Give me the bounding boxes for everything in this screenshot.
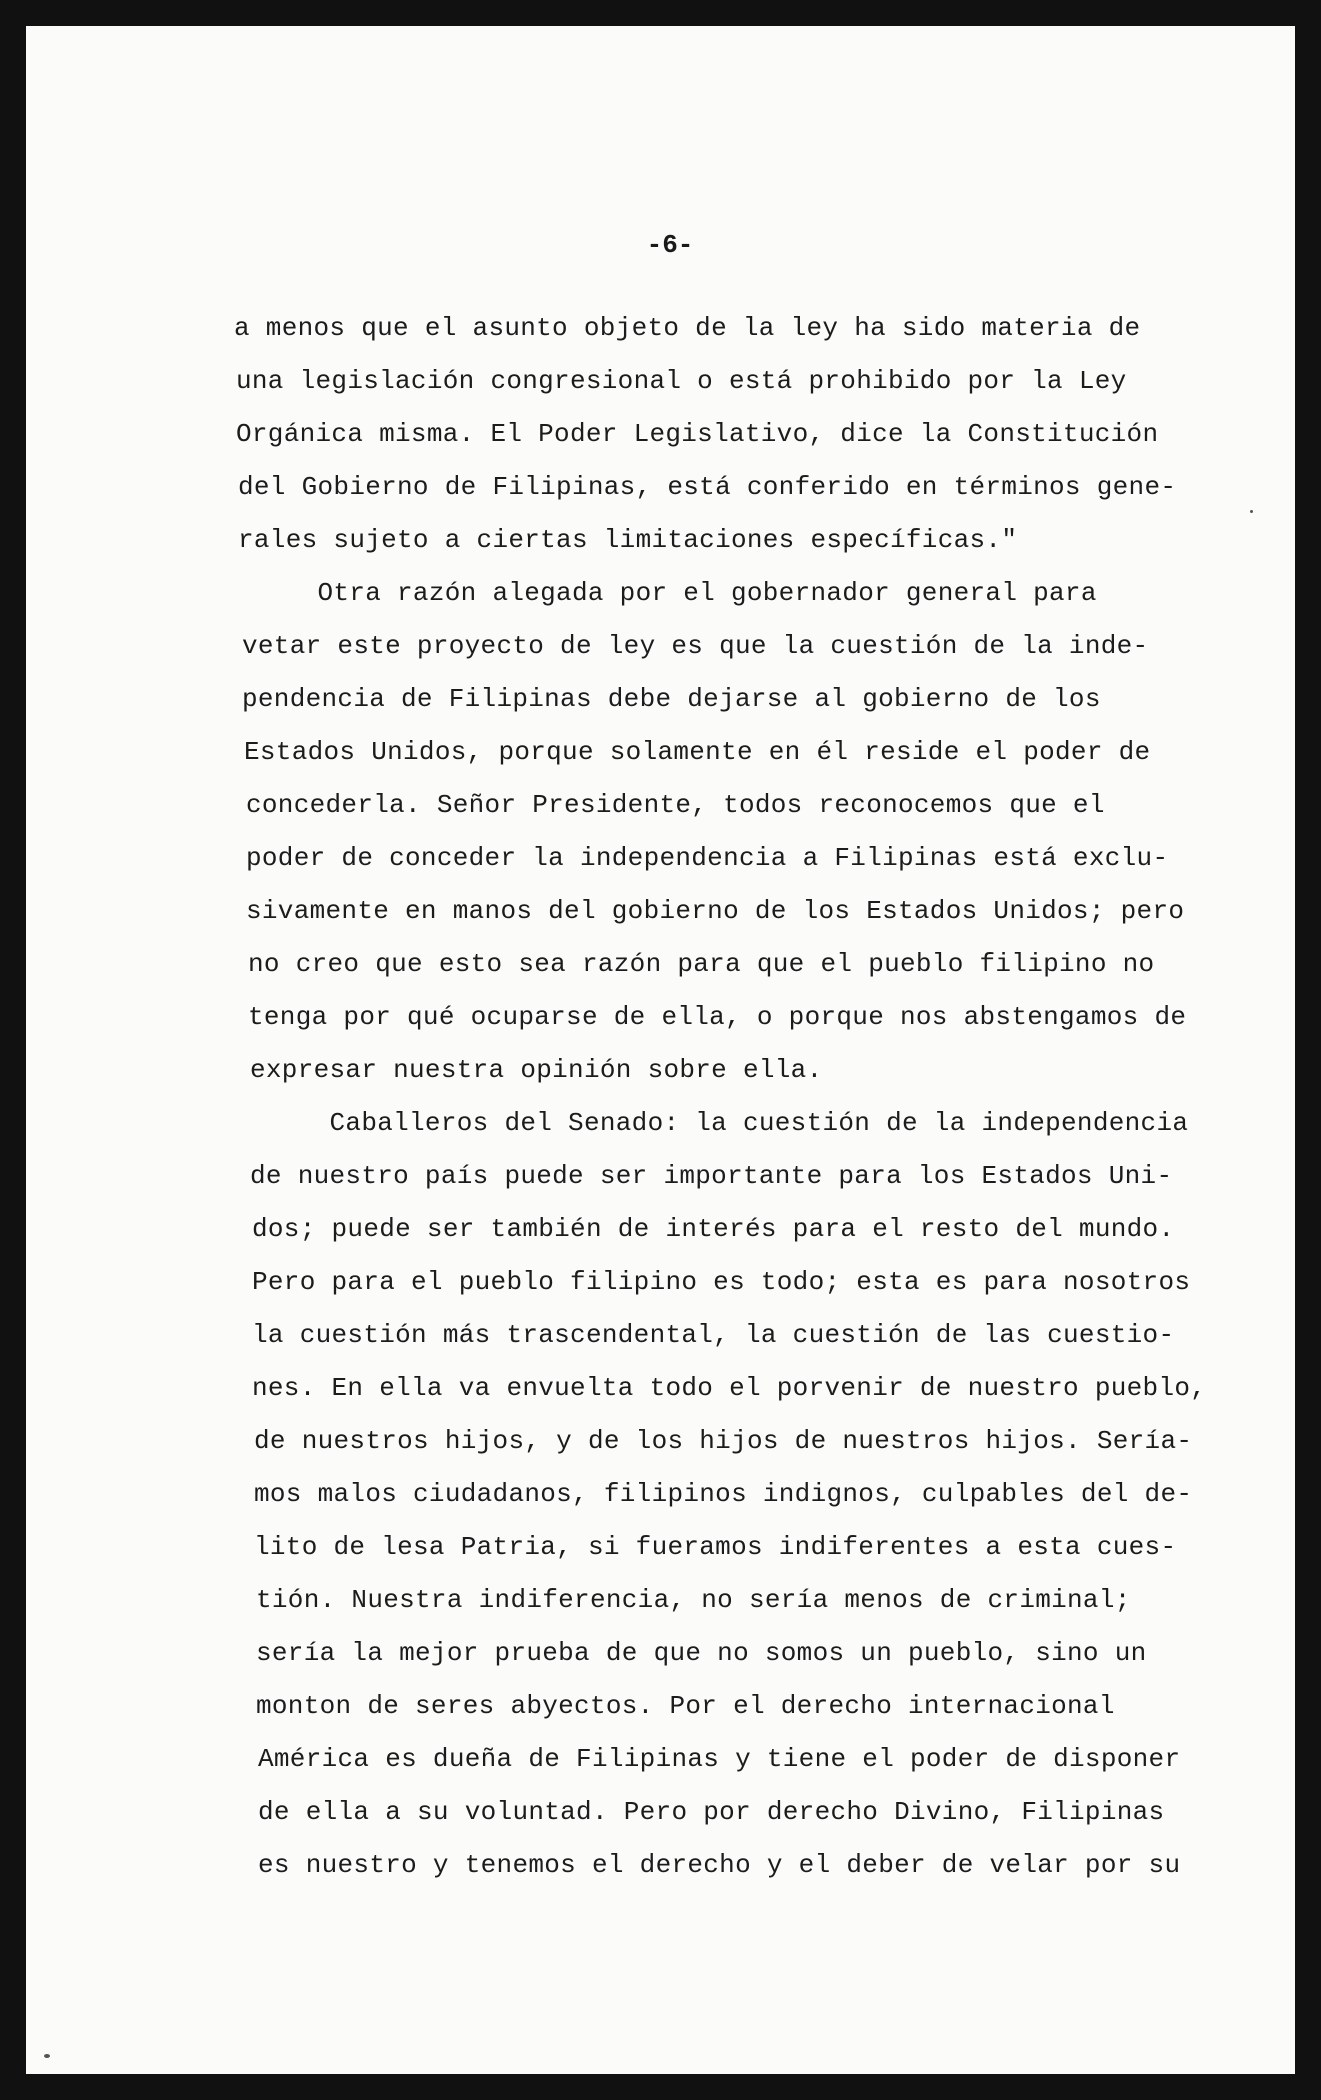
- text-line: tenga por qué ocuparse de ella, o porque nos abstengamos de: [248, 1002, 1187, 1032]
- text-line: lito de lesa Patria, si fueramos indiferentes a esta cues-: [254, 1532, 1177, 1562]
- text-line: Caballeros del Senado: la cuestión de la independencia: [250, 1108, 1189, 1138]
- text-line: nes. En ella va envuelta todo el porvenir de nuestro pueblo,: [252, 1373, 1207, 1403]
- page-number: -6-: [646, 230, 694, 260]
- text-line: de nuestros hijos, y de los hijos de nuestros hijos. Sería-: [254, 1426, 1193, 1456]
- text-line: expresar nuestra opinión sobre ella.: [250, 1055, 823, 1085]
- text-line: Otra razón alegada por el gobernador general para: [238, 578, 1097, 608]
- text-line: concederla. Señor Presidente, todos reconocemos que el: [246, 790, 1105, 820]
- text-line: mos malos ciudadanos, filipinos indignos, culpables del de-: [254, 1479, 1193, 1509]
- scan-speck: [44, 2054, 50, 2058]
- text-line: a menos que el asunto objeto de la ley ha sido materia de: [234, 313, 1141, 343]
- text-line: pendencia de Filipinas debe dejarse al gobierno de los: [242, 684, 1101, 714]
- text-line: la cuestión más trascendental, la cuestión de las cuestio-: [252, 1320, 1175, 1350]
- text-line: de nuestro país puede ser importante para los Estados Uni-: [250, 1161, 1173, 1191]
- text-line: sería la mejor prueba de que no somos un pueblo, sino un: [256, 1638, 1147, 1668]
- text-line: poder de conceder la independencia a Filipinas está exclu-: [246, 843, 1169, 873]
- text-line: Pero para el pueblo filipino es todo; esta es para nosotros: [252, 1267, 1191, 1297]
- text-line: tión. Nuestra indiferencia, no sería menos de criminal;: [256, 1585, 1131, 1615]
- text-line: América es dueña de Filipinas y tiene el poder de disponer: [258, 1744, 1181, 1774]
- text-line: vetar este proyecto de ley es que la cuestión de la inde-: [242, 631, 1149, 661]
- scan-speck: [1250, 510, 1253, 513]
- text-line: es nuestro y tenemos el derecho y el deber de velar por su: [258, 1850, 1181, 1880]
- text-line: dos; puede ser también de interés para el resto del mundo.: [252, 1214, 1175, 1244]
- text-line: una legislación congresional o está prohibido por la Ley: [236, 366, 1127, 396]
- text-line: Orgánica misma. El Poder Legislativo, dice la Constitución: [236, 419, 1159, 449]
- text-line: del Gobierno de Filipinas, está conferido en términos gene-: [238, 472, 1177, 502]
- text-line: no creo que esto sea razón para que el pueblo filipino no: [248, 949, 1155, 979]
- text-line: Estados Unidos, porque solamente en él reside el poder de: [244, 737, 1151, 767]
- text-line: monton de seres abyectos. Por el derecho internacional: [256, 1691, 1115, 1721]
- text-line: de ella a su voluntad. Pero por derecho Divino, Filipinas: [258, 1797, 1165, 1827]
- text-line: rales sujeto a ciertas limitaciones específicas.": [238, 525, 1018, 555]
- text-line: sivamente en manos del gobierno de los Estados Unidos; pero: [246, 896, 1185, 926]
